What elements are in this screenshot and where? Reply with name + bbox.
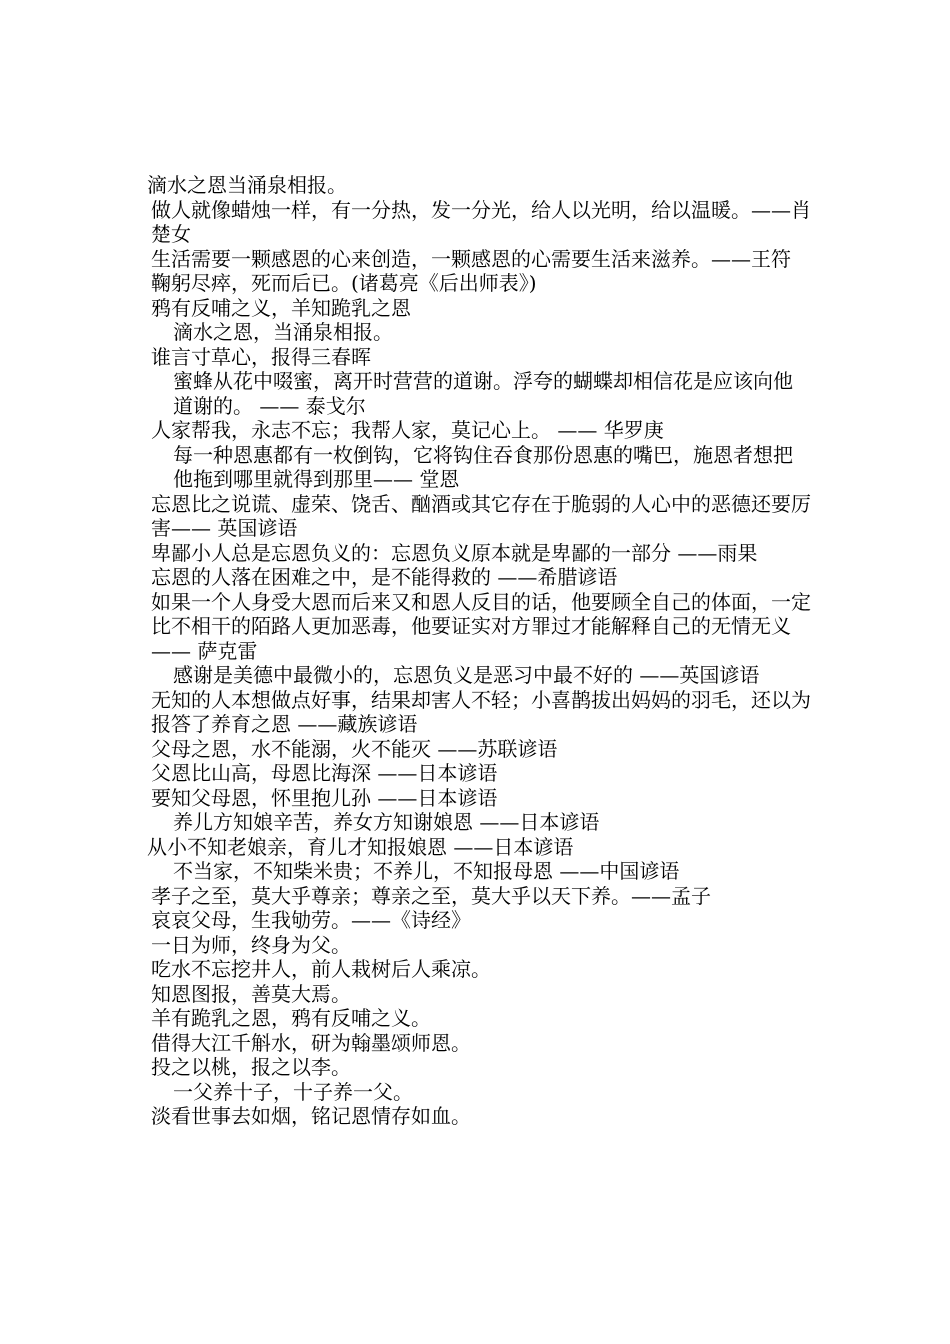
quote-line: 一日为师，终身为父。 bbox=[151, 932, 351, 957]
quote-line: 做人就像蜡烛一样，有一分热，发一分光，给人以光明，给以温暖。——肖楚女 bbox=[151, 197, 811, 246]
quote-line: 忘恩的人落在困难之中，是不能得救的 ——希腊谚语 bbox=[151, 565, 618, 589]
quote-line: 哀哀父母，生我劬劳。——《诗经》 bbox=[151, 908, 471, 932]
quote-line: 蜜蜂从花中啜蜜，离开时营营的道谢。浮夸的蝴蝶却相信花是应该向他道谢的。 —— 泰戈尔 bbox=[173, 369, 793, 418]
quote-line: 父母之恩，水不能溺，火不能灭 ——苏联谚语 bbox=[151, 736, 558, 761]
quote-line: 羊有跪乳之恩，鸦有反哺之义。 bbox=[151, 1006, 431, 1030]
quote-list bbox=[147, 173, 812, 1129]
quote-line: 投之以桃，报之以李。 bbox=[151, 1055, 351, 1079]
quote-line: 淡看世事去如烟，铭记恩情存如血。 bbox=[151, 1104, 471, 1128]
quote-line: 要知父母恩，怀里抱儿孙 ——日本谚语 bbox=[151, 785, 498, 810]
quote-line: 从小不知老娘亲，育儿才知报娘恩 ——日本谚语 bbox=[147, 834, 574, 859]
quote-line: 如果一个人身受大恩而后来又和恩人反目的话，他要顾全自己的体面，一定比不相干的陌路人更加恶毒，他要证实对方罪过才能解释自己的无情无义—— 萨克雷 bbox=[151, 589, 811, 663]
quote-line: 感谢是美德中最微小的，忘恩负义是恶习中最不好的 ——英国谚语 bbox=[173, 663, 760, 687]
quote-line: 谁言寸草心，报得三春晖 bbox=[151, 344, 371, 369]
quote-line: 卑鄙小人总是忘恩负义的：忘恩负义原本就是卑鄙的一部分 ——雨果 bbox=[151, 540, 758, 565]
quote-line: 生活需要一颗感恩的心来创造，一颗感恩的心需要生活来滋养。——王符 bbox=[151, 246, 791, 271]
quote-line: 父恩比山高，母恩比海深 ——日本谚语 bbox=[151, 761, 498, 785]
quote-line: 鸦有反哺之义，羊知跪乳之恩 bbox=[151, 295, 411, 320]
quote-line: 一父养十子，十子养一父。 bbox=[173, 1079, 413, 1104]
quote-line: 孝子之至，莫大乎尊亲；尊亲之至，莫大乎以天下养。——孟子 bbox=[151, 883, 711, 908]
quote-line: 滴水之恩，当涌泉相报。 bbox=[173, 320, 393, 344]
quote-line: 借得大江千斛水，研为翰墨颂师恩。 bbox=[151, 1030, 471, 1055]
quote-line: 无知的人本想做点好事，结果却害人不轻；小喜鹊拔出妈妈的羽毛，还以为报答了养育之恩 ——藏族谚语 bbox=[151, 687, 811, 736]
quote-line: 吃水不忘挖井人，前人栽树后人乘凉。 bbox=[151, 957, 491, 981]
quote-line: 鞠躬尽瘁，死而后已。(诸葛亮《后出师表》) bbox=[151, 271, 537, 295]
quote-line: 养儿方知娘辛苦，养女方知谢娘恩 ——日本谚语 bbox=[173, 810, 600, 834]
quote-line: 每一种恩惠都有一枚倒钩，它将钩住吞食那份恩惠的嘴巴，施恩者想把他拖到哪里就得到那里—— 堂恩 bbox=[173, 442, 793, 491]
quote-line: 不当家，不知柴米贵；不养儿，不知报母恩 ——中国谚语 bbox=[173, 859, 680, 883]
quote-line: 知恩图报，善莫大焉。 bbox=[151, 981, 351, 1006]
quote-line: 忘恩比之说谎、虚荣、饶舌、酗酒或其它存在于脆弱的人心中的恶德还要厉害—— 英国谚语 bbox=[151, 491, 811, 540]
quote-line: 人家帮我，永志不忘；我帮人家，莫记心上。 —— 华罗庚 bbox=[151, 418, 664, 442]
quote-line: 滴水之恩当涌泉相报。 bbox=[147, 173, 347, 197]
